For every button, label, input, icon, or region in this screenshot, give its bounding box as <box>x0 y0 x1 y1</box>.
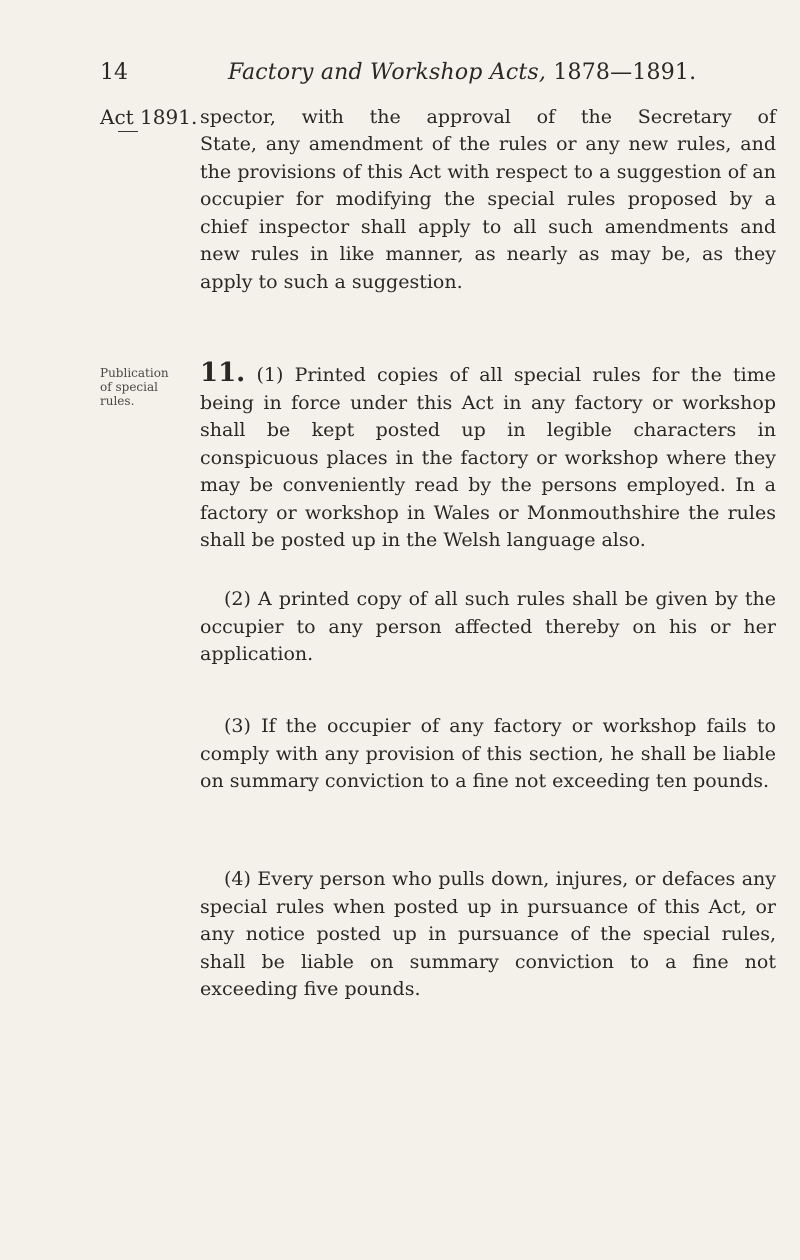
page-header <box>0 60 800 90</box>
section-11-paragraph-2: (2) A printed copy of all such rules shall be given by the occupier to any person affected thereby on his or her application. <box>200 588 776 665</box>
margin-note-publication: Publication of special rules. <box>100 366 169 408</box>
carryover-paragraph: State, any amendment of the rules or any new rules, and the provisions of this Act with respect to a suggestion of an occupier for modifying the special rules proposed by a chief inspector shall apply to all such amendments and new rules in like manner, as nearly as may be, as they apply to such a suggestion. <box>200 133 776 293</box>
section-number: 11. <box>200 358 246 388</box>
act-year-underline <box>118 131 138 132</box>
carryover-first-line: spector, with the approval of the Secretary of <box>200 106 776 128</box>
running-title-years: 1878—1891. <box>553 60 697 85</box>
section-11-paragraph-4: (4) Every person who pulls down, injures, or defaces any special rules when posted up in pursuance of this Act, or any notice posted up in pursuance of the special rules, shall be liable on summary conviction to a fine not exceeding five pounds. <box>200 868 776 1000</box>
section-11-sub-1: (1) Printed copies of all special rules for the time being in force under this Act in any factory or workshop shall be kept posted up in legible characters in conspicuous places in the factory or workshop where they may be conveniently read by the persons employed. In a factory or workshop in Wales or Monmouthshire the rules shall be posted up in the Welsh language also. <box>200 364 776 551</box>
section-11-paragraph-3: (3) If the occupier of any factory or workshop fails to comply with any provision of this section, he shall be liable on summary conviction to a fine not exceeding ten pounds. <box>200 715 776 792</box>
section-11-paragraph-1 <box>200 360 776 555</box>
page-number: 14 <box>100 60 128 85</box>
running-title-italic: Factory and Workshop Acts, <box>228 60 547 85</box>
act-year-label: Act 1891. <box>100 105 198 129</box>
running-title <box>228 60 696 85</box>
